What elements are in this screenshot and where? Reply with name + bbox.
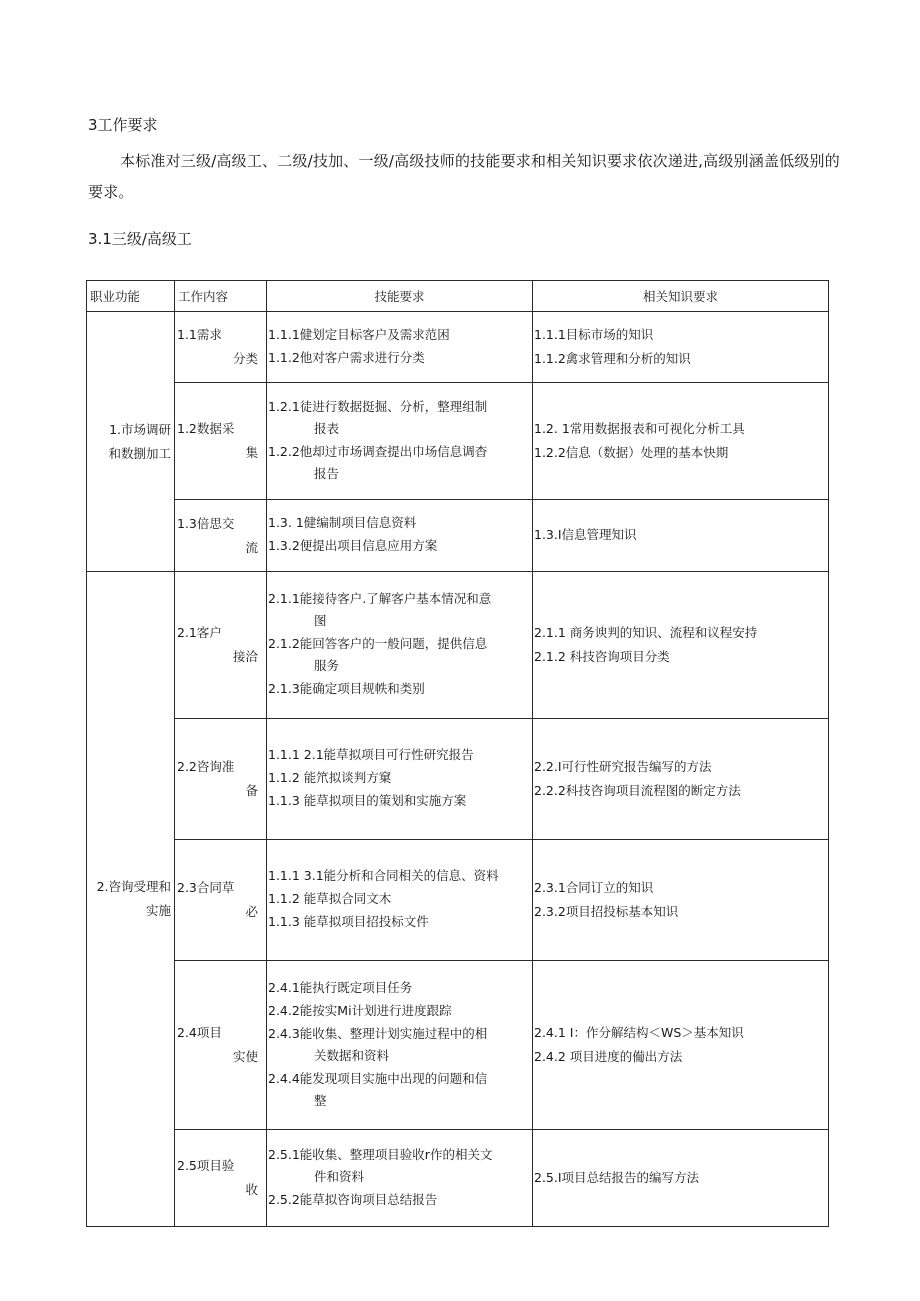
skill-item [268,588,531,632]
table-row [87,312,829,383]
skill-item [268,633,531,677]
knowledge-text: 1.2.2信息（数据）处理的基本快期 [534,444,729,460]
header-work-content: 工作内容 [175,281,267,312]
skill-text: 2.4.4能发现项目实施中出现的问题和信 [268,1070,488,1086]
skill-item [268,512,531,534]
table-row [87,719,829,840]
knowledge-item [534,347,827,370]
header-skill-requirements: 技能要求 [267,281,533,312]
work-content-line: 1.3倍思交 [177,515,235,531]
knowledge-text: 2.3.2项目招投标基本知识 [534,903,679,919]
knowledge-text: 2.2.I可行性研究报告编写的方法 [534,758,712,774]
work-content-cell [175,719,267,840]
work-content-cell [175,840,267,961]
skill-item [268,865,531,887]
work-content-line: 2.3合同草 [177,880,235,895]
skill-text: 关数据和资料 [314,1047,390,1063]
skill-item [268,678,531,700]
work-content-line: 分类 [232,351,258,366]
skill-text: 2.4.1能执行既定项目任务 [268,979,413,995]
work-content-line: 流 [245,539,258,555]
knowledge-item [534,523,827,546]
knowledge-cell [533,961,829,1130]
knowledge-item [534,417,827,440]
skill-text: 1.1.3 能草拟项目招投标文件 [268,914,429,929]
skill-text: 报告 [314,465,340,481]
skill-text: 件和资料 [314,1168,365,1184]
skill-cell [267,961,533,1130]
knowledge-cell [533,840,829,961]
skill-item [268,790,531,812]
work-content-cell [175,961,267,1130]
knowledge-item [534,1166,827,1189]
skill-item [268,1068,531,1112]
skill-text: 2.5.1能收集、整理项目验收r作的相关文 [268,1146,493,1162]
knowledge-text: 1.3.I信息管理知识 [534,527,637,542]
skill-text: 1.3.2便提出项目信息应用方案 [268,538,438,553]
work-content-line: 收 [245,1182,258,1197]
work-content-cell [175,572,267,719]
table-header-row [87,281,829,312]
skill-item [268,744,531,766]
knowledge-text: 1.2. 1常用数据报表和可视化分析工具 [534,420,745,436]
knowledge-text: 2.5.I项目总结报告的编写方法 [534,1169,700,1185]
table-body [87,312,829,1227]
function-cell [87,312,175,572]
knowledge-item [534,323,827,346]
table-row [87,961,829,1130]
skill-cell [267,312,533,383]
function-name-line: 实施 [145,903,171,918]
skill-text: 2.1.3能确定项目规帙和类别 [268,681,425,696]
skill-text: 2.4.2能按实Mi计划进行进度跟踪 [268,1002,452,1018]
skill-text: 整 [314,1092,327,1108]
knowledge-text: 1.1.2禽求管理和分析的知识 [534,350,691,366]
knowledge-item [534,1045,827,1068]
knowledge-cell [533,719,829,840]
skill-item [268,347,531,369]
function-name-line: 1.市场调研 [109,421,171,437]
skill-text: 1.1.2 能笊拟谈判方窠 [268,770,392,785]
work-content-cell [175,1130,267,1227]
requirements-table [86,280,829,1227]
intro-paragraph: 本标准对三级/高级工、二级/技加、一级/高级技师的技能要求和相关知识要求依次递进,高级别涵盖低级别的要求。 [88,152,840,201]
work-content-line: 2.5项目验 [177,1158,235,1173]
skill-cell [267,383,533,500]
skill-text: 1.1.3 能草拟项目的策划和实施方案 [268,793,467,808]
knowledge-cell [533,383,829,500]
section-title: 3工作要求 [88,116,158,134]
table-row [87,383,829,500]
skill-text: 1.1.1 3.1能分析和合同相关的信息、资料 [268,868,499,883]
skill-text: 1.1.1 2.1能草拟项目可行性研究报告 [268,747,474,762]
skill-text: 服务 [314,658,340,673]
knowledge-item [534,876,827,899]
header-knowledge-requirements: 相关知识要求 [533,281,829,312]
table-row [87,840,829,961]
skill-cell [267,572,533,719]
skill-cell [267,719,533,840]
work-content-line: 1.2数据采 [177,421,235,436]
header-function: 职业功能 [87,281,175,312]
skill-cell [267,840,533,961]
work-content-line: 1.1需求 [177,327,222,342]
knowledge-text: 1.1.1目标市场的知识 [534,326,654,342]
work-content-line: 必 [245,904,258,919]
function-name-line: 2.咨询受理和 [96,879,171,894]
work-content-line: 实使 [232,1049,258,1064]
knowledge-text: 2.2.2科技咨询项目流程图的断定方法 [534,782,741,798]
skill-item [268,911,531,933]
skill-item [268,888,531,910]
skill-text: 图 [314,613,327,628]
function-cell [87,572,175,1227]
skill-item [268,324,531,346]
skill-text: 1.2.1徒进行数据挺掘、分析，整理组制 [268,398,488,414]
skill-text: 1.3. 1健编制项目信息资料 [268,515,417,530]
work-content-line: 2.4项目 [177,1025,222,1040]
work-content-line: 2.2咨询准 [177,759,235,774]
work-content-cell [175,383,267,500]
work-content-line: 接洽 [232,649,258,664]
knowledge-cell [533,572,829,719]
knowledge-item [534,621,827,644]
skill-text: 1.2.2他却过市场调查提出巾场信息调杳 [268,443,488,459]
skill-text: 1.1.2 能草拟合同文木 [268,891,392,906]
skill-text: 报表 [314,420,340,436]
knowledge-text: 2.1.2 科技咨询项目分类 [534,648,670,664]
skill-item [268,1023,531,1067]
skill-item [268,1000,531,1022]
work-content-line: 备 [245,783,258,798]
skill-cell [267,500,533,572]
skill-item [268,767,531,789]
knowledge-text: 2.4.2 项目进度的僃出方法 [534,1048,683,1064]
knowledge-item [534,1021,827,1044]
skill-item [268,535,531,557]
table-row [87,1130,829,1227]
knowledge-cell [533,1130,829,1227]
knowledge-item [534,900,827,923]
skill-item [268,441,531,485]
work-content-cell [175,500,267,572]
work-content-line: 2.1客户 [177,625,222,640]
skill-cell [267,1130,533,1227]
knowledge-cell [533,312,829,383]
skill-item [268,396,531,440]
table-row [87,500,829,572]
table-row [87,572,829,719]
knowledge-cell [533,500,829,572]
knowledge-item [534,779,827,802]
work-content-cell [175,312,267,383]
work-content-line: 集 [245,445,258,460]
knowledge-text: 2.1.1 商务谀判的知识、流程和议程安持 [534,624,758,640]
skill-text: 2.1.2能回答客户的一般问题，提供信息 [268,636,488,651]
function-name-line: 和数捌加工 [108,445,171,461]
skill-item [268,977,531,999]
skill-text: 1.1.1健划定目标客户及需求范困 [268,326,450,342]
knowledge-item [534,755,827,778]
knowledge-item [534,645,827,668]
knowledge-item [534,441,827,464]
skill-text: 2.5.2能草拟咨询项目总结报告 [268,1191,438,1207]
skill-text: 2.1.1能接待客户.了解客户基本情况和意 [268,591,492,606]
knowledge-text: 2.3.1合同订立的知识 [534,879,654,895]
skill-text: 2.4.3能收集、整理计划实施过程中的相 [268,1025,488,1041]
skill-item [268,1189,531,1211]
skill-item [268,1144,531,1188]
skill-text: 1.1.2他对客户需求进行分类 [268,349,425,365]
subsection-title: 3.1三级/高级工 [88,230,192,248]
knowledge-text: 2.4.1 I：作分解结构＜WS＞基本知识 [534,1024,744,1040]
